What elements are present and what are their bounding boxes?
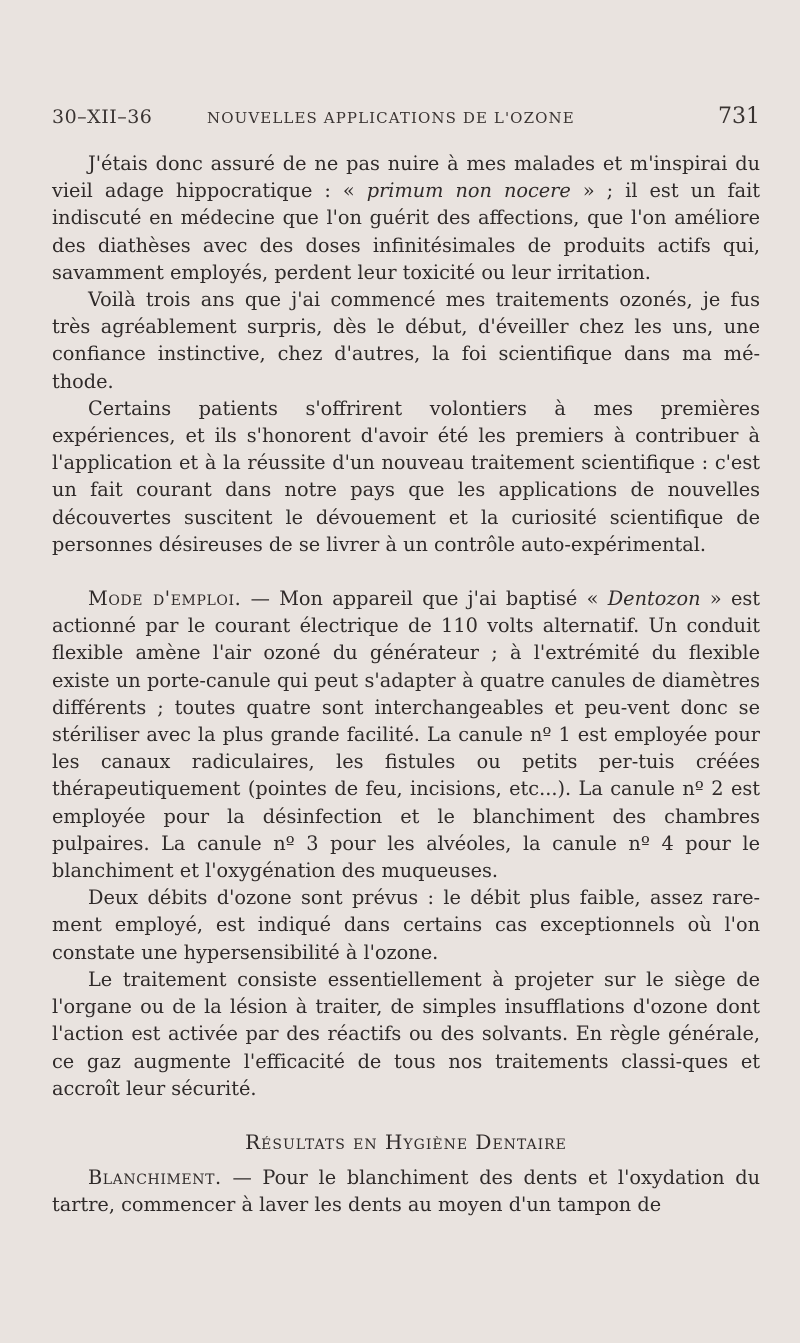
p1-text-b: » ; il est un fait indiscuté en médecine que l'on guérit des affections, que l'on améliore des diathèses avec des doses infinitésimales de produits actifs qui, savamment employés, perdent leur toxicité ou leur irritation. [52, 179, 760, 284]
paragraph-1 [52, 150, 760, 286]
body-text [52, 150, 760, 1219]
mode-emploi-label: Mode d'emploi. [88, 587, 242, 611]
header-date: 30–XII–36 [52, 106, 153, 128]
p1-text-a: J'étais donc assuré de ne pas nuire à mes malades et m'inspirai du vieil adage hippocratique : « [52, 152, 760, 203]
p1-latin-quote: primum non nocere [366, 179, 571, 203]
paragraph-5: Deux débits d'ozone sont prévus : le débit plus faible, assez rare-ment employé, est indiqué dans certains cas exceptionnels où l'on constate une hypersensibilité à l'ozone. [52, 886, 760, 964]
paragraph-3: Certains patients s'offrirent volontiers à mes premières expériences, et ils s'honorent d'avoir été les premiers à contribuer à l'application et à la réussite d'un nouveau traitement scientifique : c'est un fait courant dans notre pays que les applications de nouvelles découvertes suscitent le dévouement et la curiosité scientifique de personnes désireuses de se livrer à un contrôle auto-expérimental. [52, 396, 760, 556]
running-head [52, 103, 760, 131]
p4-text-b: » est actionné par le courant électrique de 110 volts alternatif. Un conduit flexible amène l'air ozoné du générateur ; à l'extrémité du flexible existe un porte-canule qui peut s'adapter à quatre canules de diamètres différents ; toutes quatre sont interchangeables et peu-vent donc se stériliser avec la plus grande facilité. La canule nº 1 est employée pour les canaux radiculaires, les fistules ou petits per-tuis créées thérapeutiquement (pointes de feu, incisions, etc...). La canule nº 2 est employée pour la désinfection et le blanchiment des chambres pulpaires. La canule nº 3 pour les alvéoles, la canule nº 4 pour le blanchiment et l'oxygénation des muqueuses. [52, 587, 761, 883]
blanchiment-label: Blanchiment. [88, 1166, 222, 1190]
device-name: Dentozon [607, 587, 701, 611]
paragraph-blanchiment [52, 1164, 760, 1218]
paragraph-6: Le traitement consiste essentiellement à projeter sur le siège de l'organe ou de la lésion à traiter, de simples insufflations d'ozone dont l'action est activée par des réactifs ou des solvants. En règle générale, ce gaz augmente l'efficacité de tous nos traitements classi-ques et accroît leur sécurité. [52, 967, 760, 1100]
paragraph-2: Voilà trois ans que j'ai commencé mes traitements ozonés, je fus très agréablement surpris, dès le début, d'éveiller chez les uns, une confiance instinctive, chez d'autres, la foi scientifique dans ma mé-thode. [52, 288, 760, 393]
p7-text: — Pour le blanchiment des dents et l'oxydation du tartre, commencer à laver les dents au moyen d'un tampon de [52, 1166, 760, 1217]
paragraph-mode-emploi [52, 585, 760, 884]
header-title: NOUVELLES APPLICATIONS DE L'OZONE [207, 109, 575, 127]
section-heading: Résultats en Hygiène Dentaire [245, 1129, 567, 1154]
p4-text-a: — Mon appareil que j'ai baptisé « [241, 587, 608, 611]
page-number: 731 [718, 104, 760, 129]
